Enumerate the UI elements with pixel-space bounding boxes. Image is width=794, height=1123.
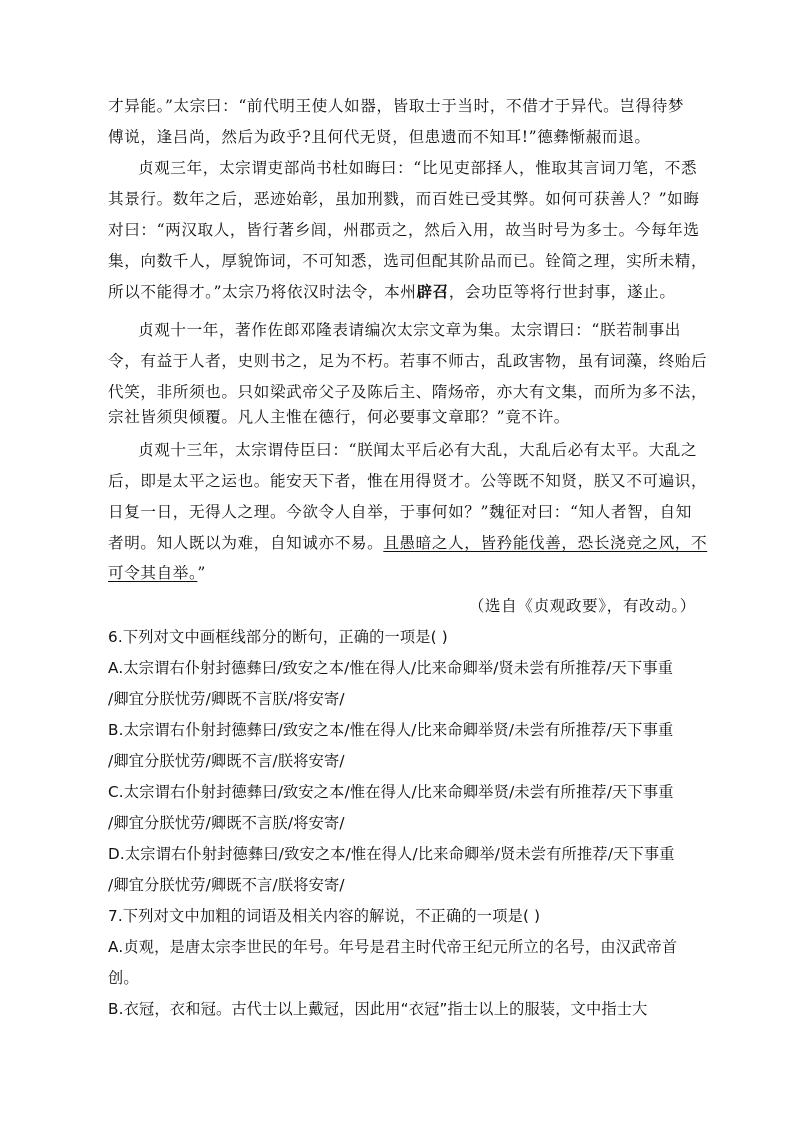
passage-line: 贞观十一年，著作佐郎邓隆表请编次太宗文章为集。太宗谓曰：“朕若制事出 xyxy=(138,321,681,339)
passage-line: 傅说，逢吕尚，然后为政乎?且何代无贤，但患遗而不知耳!”德彝惭赧而退。 xyxy=(108,128,651,146)
passage-line xyxy=(108,533,708,553)
passage-text: 所以不能得才。”太宗乃将依汉时法令，本州 xyxy=(108,283,417,301)
passage-line: 日复一日，无得人之理。今欲令人自举，于事何如？”魏征对曰：“知人者智，自知 xyxy=(108,503,692,521)
passage-line: 才异能。”太宗曰：“前代明王使人如器，皆取士于当时，不借才于异代。岂得待梦 xyxy=(108,97,685,115)
passage-text: 贞观三年，太宗谓吏部尚书杜如晦曰：“比见吏部择人，惟取其言词刀笔，不悉 xyxy=(138,159,698,177)
passage-line: 宗社皆须臾倾覆。凡人主惟在德行，何必要事文章耶？”竟不许。 xyxy=(108,408,570,426)
question-6-option-b: B.太宗谓右仆射封德彝曰/致安之本/惟在得人/比来命卿举贤/未尝有所推荐/天下事重 xyxy=(108,721,674,739)
question-7-stem: 7.下列对文中加粗的词语及相关内容的解说，不正确的一项是( ) xyxy=(108,907,541,925)
question-7-option-a-cont: 创。 xyxy=(108,969,139,987)
bold-term: 辟召 xyxy=(416,282,449,301)
source-note: （选自《贞观政要》，有改动。） xyxy=(468,597,696,615)
passage-line: 代笑，非所须也。只如梁武帝父子及陈后主、隋炀帝，亦大有文集，而所为多不法， xyxy=(108,383,708,401)
question-6-option-d: D.太宗谓右仆射封德彝曰/致安之本/惟在得人/比来命卿举/贤未尝有所推荐/天下事重 xyxy=(108,845,675,863)
question-6-option-d-cont: /卿宜分朕忧劳/卿既不言/朕将安寄/ xyxy=(108,876,345,894)
question-6-option-a-cont: /卿宜分朕忧劳/卿既不言朕/将安寄/ xyxy=(108,690,345,708)
underlined-sentence: 且愚暗之人，皆矜能伐善，恐长浇竞之风，不 xyxy=(383,534,708,552)
passage-line: 后，即是太平之运也。能安天下者，惟在用得贤才。公等既不知贤，朕又不可遍识， xyxy=(108,472,708,490)
question-7-option-a: A.贞观，是唐太宗李世民的年号。年号是君主时代帝王纪元所立的名号，由汉武帝首 xyxy=(108,938,678,956)
passage-line: 令，有益于人者，史则书之，足为不朽。若事不师古，乱政害物，虽有词藻，终贻后 xyxy=(108,352,708,370)
passage-line xyxy=(108,563,696,583)
question-6-option-b-cont: /卿宜分朕忧劳/卿既不言/朕将安寄/ xyxy=(108,752,345,770)
underlined-sentence: 可令其自举。 xyxy=(108,564,198,582)
passage-line xyxy=(138,158,696,178)
passage-line xyxy=(108,282,696,302)
passage-text: 者明。知人既以为难，自知诚亦不易。 xyxy=(108,534,384,552)
question-6-option-c: C.太宗谓右仆射封德彝曰/致安之本/惟在得人/比来命卿举贤/未尝有所推荐/天下事重 xyxy=(108,783,674,801)
question-6-option-c-cont: /卿宜分朕忧劳/卿既不言朕/将安寄/ xyxy=(108,814,345,832)
passage-line: 集，向数千人，厚貌饰词，不可知悉，选司但配其阶品而已。铨简之理，实所未精， xyxy=(108,252,708,270)
passage-line: 对曰：“两汉取人，皆行著乡闾，州郡贡之，然后入用，故当时号为多士。今每年选 xyxy=(108,221,700,239)
passage-text: ，会功臣等将行世封事，遂止。 xyxy=(448,283,676,301)
question-6-stem: 6.下列对文中画框线部分的断句，正确的一项是( ) xyxy=(108,628,448,646)
question-6-option-a: A.太宗谓右仆射封德彝曰/致安之本/惟在得人/比来命卿举/贤未尝有所推荐/天下事重 xyxy=(108,659,674,677)
passage-line: 其景行。数年之后，恶迹始彰，虽加刑戮，而百姓已受其弊。如何可获善人？”如晦 xyxy=(108,190,700,208)
passage-line: 贞观十三年，太宗谓侍臣曰：“朕闻太平后必有大乱，大乱后必有太平。大乱之 xyxy=(138,441,698,459)
question-7-option-b: B.衣冠，衣和冠。古代士以上戴冠，因此用“衣冠”指士以上的服装，文中指士大 xyxy=(108,1000,648,1018)
passage-text: ” xyxy=(197,564,206,582)
